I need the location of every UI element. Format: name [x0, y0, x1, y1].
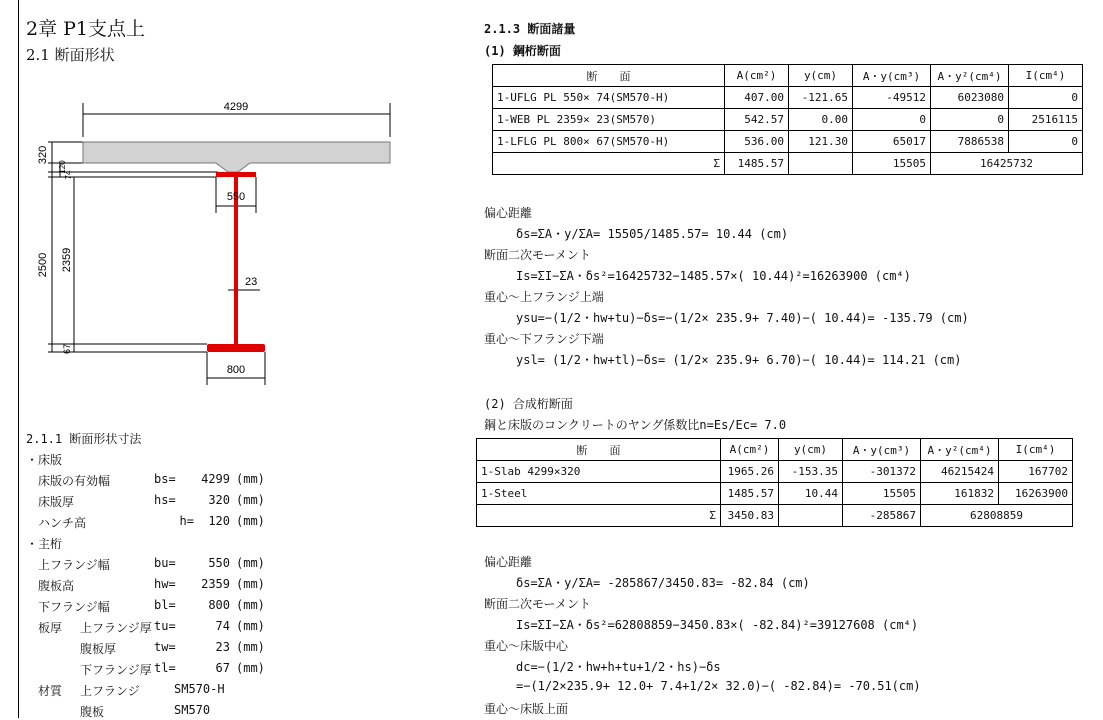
mat-row — [80, 703, 210, 720]
dim-row-value: 320 — [208, 493, 230, 507]
dim-label-2500: 2500 — [37, 252, 49, 278]
dim-label-74: 74 — [64, 170, 73, 180]
calc-line-heading: 偏心距離 — [484, 555, 533, 569]
calc-line-heading: 断面二次モーメント — [484, 248, 591, 262]
thk-row-label: 腹板厚 — [80, 642, 117, 656]
cell: 1485.57 — [721, 483, 779, 505]
thk-row-unit: (mm) — [236, 640, 265, 654]
cell: 0.00 — [789, 109, 853, 131]
young-ratio-line: 鋼と床版のコンクリートのヤング係数比n=Es/Ec= 7.0 — [484, 418, 787, 432]
col-header: A・y²(cm⁴) — [931, 65, 1009, 87]
dim-row-symbol: bu= — [154, 556, 176, 570]
col-header: y(cm) — [789, 65, 853, 87]
cell: 121.30 — [789, 131, 853, 153]
thk-row-symbol: tu= — [154, 619, 176, 633]
thk-row-value: 23 — [215, 640, 230, 654]
dim-row — [38, 493, 265, 510]
thk-row — [80, 619, 265, 636]
dim-row-label: 床版厚 — [38, 495, 75, 509]
dim-label-2359: 2359 — [61, 247, 73, 273]
cell: 536.00 — [725, 131, 789, 153]
table-header-row — [477, 439, 1073, 461]
page-margin-line — [18, 0, 19, 718]
table-sum-row — [493, 153, 1083, 175]
cell: 65017 — [853, 131, 931, 153]
section-title: 2.1 断面形状 — [26, 46, 115, 64]
dim-row-value: 4299 — [201, 472, 230, 486]
calc-line: Is=ΣI−ΣA・δs²=62808859−3450.83×( -82.84)²=39127608 (cm⁴) — [516, 618, 919, 632]
dim-label-23: 23 — [245, 276, 258, 288]
properties-title: 2.1.3 断面諸量 — [484, 22, 576, 36]
chapter-title: 2章 P1支点上 — [26, 18, 146, 40]
table-row — [493, 131, 1083, 153]
dim-row-symbol: hw= — [154, 577, 176, 591]
cell: 0 — [931, 109, 1009, 131]
mat-row-label: 上フランジ — [80, 684, 140, 698]
cell: 1-UFLG PL 550× 74(SM570-H) — [493, 87, 725, 109]
thk-row-unit: (mm) — [236, 619, 265, 633]
sum-area: 1485.57 — [725, 153, 789, 175]
material-label: 材質 — [38, 684, 63, 698]
cell: 10.44 — [779, 483, 843, 505]
calc-line-heading: 重心～上フランジ上端 — [484, 290, 604, 304]
thickness-label: 板厚 — [38, 621, 63, 635]
dim-row — [38, 472, 265, 489]
dim-row — [38, 598, 265, 615]
col-header: I(cm⁴) — [1009, 65, 1083, 87]
composite-section-title: (2) 合成桁断面 — [484, 397, 573, 411]
dims-subtitle: 2.1.1 断面形状寸法 — [26, 432, 142, 446]
calc-line: Is=ΣI−ΣA・δs²=16425732−1485.57×( 10.44)²=16263900 (cm⁴) — [516, 269, 911, 283]
cell: 407.00 — [725, 87, 789, 109]
concrete-slab — [83, 142, 390, 172]
cell: 0 — [1009, 131, 1083, 153]
dim-label-4299: 4299 — [223, 101, 249, 113]
col-header: A・y(cm³) — [853, 65, 931, 87]
calc-line: δs=ΣA・y/ΣA= 15505/1485.57= 10.44 (cm) — [516, 227, 789, 241]
dim-label-320: 320 — [37, 145, 49, 165]
dim-label-67: 67 — [62, 343, 72, 355]
cell: 7886538 — [931, 131, 1009, 153]
sum-ay: -285867 — [843, 505, 921, 527]
thk-row-symbol: tl= — [154, 661, 176, 675]
calc-line: ysu=−(1/2・hw+tu)−δs=−(1/2× 235.9+ 7.40)−( 10.44)= -135.79 (cm) — [516, 311, 969, 325]
dim-row-value: 800 — [208, 598, 230, 612]
cell: 0 — [1009, 87, 1083, 109]
cell: 46215424 — [921, 461, 999, 483]
calc-line-heading: 重心～下フランジ下端 — [484, 332, 604, 346]
cell: 1-Steel — [477, 483, 721, 505]
cell: 542.57 — [725, 109, 789, 131]
cell: 1965.26 — [721, 461, 779, 483]
cell: -301372 — [843, 461, 921, 483]
dim-row-symbol: bl= — [154, 598, 176, 612]
cell: 1-LFLG PL 800× 67(SM570-H) — [493, 131, 725, 153]
table-sum-row — [477, 505, 1073, 527]
dim-row-symbol: hs= — [154, 493, 176, 507]
dim-row-unit: (mm) — [236, 556, 265, 570]
dim-row-symbol: h= — [179, 514, 194, 528]
table-row — [477, 483, 1073, 505]
cell: 6023080 — [931, 87, 1009, 109]
cell: -49512 — [853, 87, 931, 109]
cell: 167702 — [999, 461, 1073, 483]
steel-section-table — [492, 64, 1083, 175]
calc-line-heading: 偏心距離 — [484, 206, 533, 220]
cell: 16263900 — [999, 483, 1073, 505]
sum-label: Σ — [477, 505, 721, 527]
cell: 1-WEB PL 2359× 23(SM570) — [493, 109, 725, 131]
table-row — [477, 461, 1073, 483]
thk-row-label: 下フランジ厚 — [80, 663, 152, 677]
cell: 161832 — [921, 483, 999, 505]
thk-row — [80, 640, 265, 657]
dim-label-550: 550 — [226, 191, 246, 203]
sum-inertia: 16425732 — [931, 153, 1083, 175]
cell: -153.35 — [779, 461, 843, 483]
mat-row-value: SM570 — [174, 703, 211, 717]
table-row — [493, 109, 1083, 131]
cell: 0 — [853, 109, 931, 131]
thk-row-value: 67 — [215, 661, 230, 675]
calc-line: δs=ΣA・y/ΣA= -285867/3450.83= -82.84 (cm) — [516, 576, 810, 590]
sum-inertia: 62808859 — [921, 505, 1073, 527]
dim-row-label: 上フランジ幅 — [38, 558, 110, 572]
dim-row-unit: (mm) — [236, 514, 265, 528]
col-header: A・y²(cm⁴) — [921, 439, 999, 461]
cell — [789, 153, 853, 175]
sum-label: Σ — [493, 153, 725, 175]
col-header: A・y(cm³) — [843, 439, 921, 461]
col-header: 断 面 — [477, 439, 721, 461]
steel-section-title: (1) 鋼桁断面 — [484, 44, 561, 58]
mat-row-value: SM570-H — [174, 682, 225, 696]
cell: 15505 — [843, 483, 921, 505]
dim-row-label: 腹板高 — [38, 579, 75, 593]
dim-row-value: 550 — [208, 556, 230, 570]
thk-row-value: 74 — [215, 619, 230, 633]
col-header: A(cm²) — [721, 439, 779, 461]
col-header: 断 面 — [493, 65, 725, 87]
dim-label-120: 120 — [58, 160, 67, 174]
cell: 2516115 — [1009, 109, 1083, 131]
thk-row-symbol: tw= — [154, 640, 176, 654]
col-header: I(cm⁴) — [999, 439, 1073, 461]
calc-line-heading: 断面二次モーメント — [484, 597, 591, 611]
upper-flange — [216, 172, 256, 177]
lower-flange — [207, 344, 265, 352]
thk-row-unit: (mm) — [236, 661, 265, 675]
cell — [779, 505, 843, 527]
dim-row-symbol: bs= — [154, 472, 176, 486]
dim-label-800: 800 — [226, 364, 246, 376]
thk-row — [80, 661, 265, 678]
calc-line-heading: 重心～床版上面 — [484, 702, 569, 716]
table-row — [493, 87, 1083, 109]
dim-row-label: 下フランジ幅 — [38, 600, 110, 614]
table-header-row — [493, 65, 1083, 87]
dim-row-value: 2359 — [201, 577, 230, 591]
composite-section-table — [476, 438, 1073, 527]
dim-row-value: 120 — [208, 514, 230, 528]
dim-row-label: 床版の有効幅 — [38, 474, 111, 488]
sum-ay: 15505 — [853, 153, 931, 175]
dim-row-unit: (mm) — [236, 577, 265, 591]
dim-row-label: ハンチ高 — [38, 516, 87, 530]
calc-line: =−(1/2×235.9+ 12.0+ 7.4+1/2× 32.0)−( -82.84)= -70.51(cm) — [516, 679, 921, 693]
thk-row-label: 上フランジ厚 — [80, 621, 152, 635]
sum-area: 3450.83 — [721, 505, 779, 527]
calc-line-heading: 重心～床版中心 — [484, 639, 569, 653]
dim-row — [38, 577, 265, 594]
slab-header: ・床版 — [26, 453, 63, 467]
col-header: y(cm) — [779, 439, 843, 461]
col-header: A(cm²) — [725, 65, 789, 87]
mat-row — [80, 682, 225, 699]
cell: -121.65 — [789, 87, 853, 109]
calc-line: ysl= (1/2・hw+tl)−δs= (1/2× 235.9+ 6.70)−( 10.44)= 114.21 (cm) — [516, 353, 962, 367]
main-girder-header: ・主桁 — [26, 537, 63, 551]
cell: 1-Slab 4299×320 — [477, 461, 721, 483]
dim-row-unit: (mm) — [236, 472, 265, 486]
calc-line: dc=−(1/2・hw+h+tu+1/2・hs)−δs — [516, 660, 721, 674]
dim-row-unit: (mm) — [236, 493, 265, 507]
dim-row — [38, 556, 265, 573]
mat-row-label: 腹板 — [80, 705, 105, 719]
dim-row-unit: (mm) — [236, 598, 265, 612]
cross-section-diagram — [20, 85, 400, 395]
dim-row — [38, 514, 265, 531]
